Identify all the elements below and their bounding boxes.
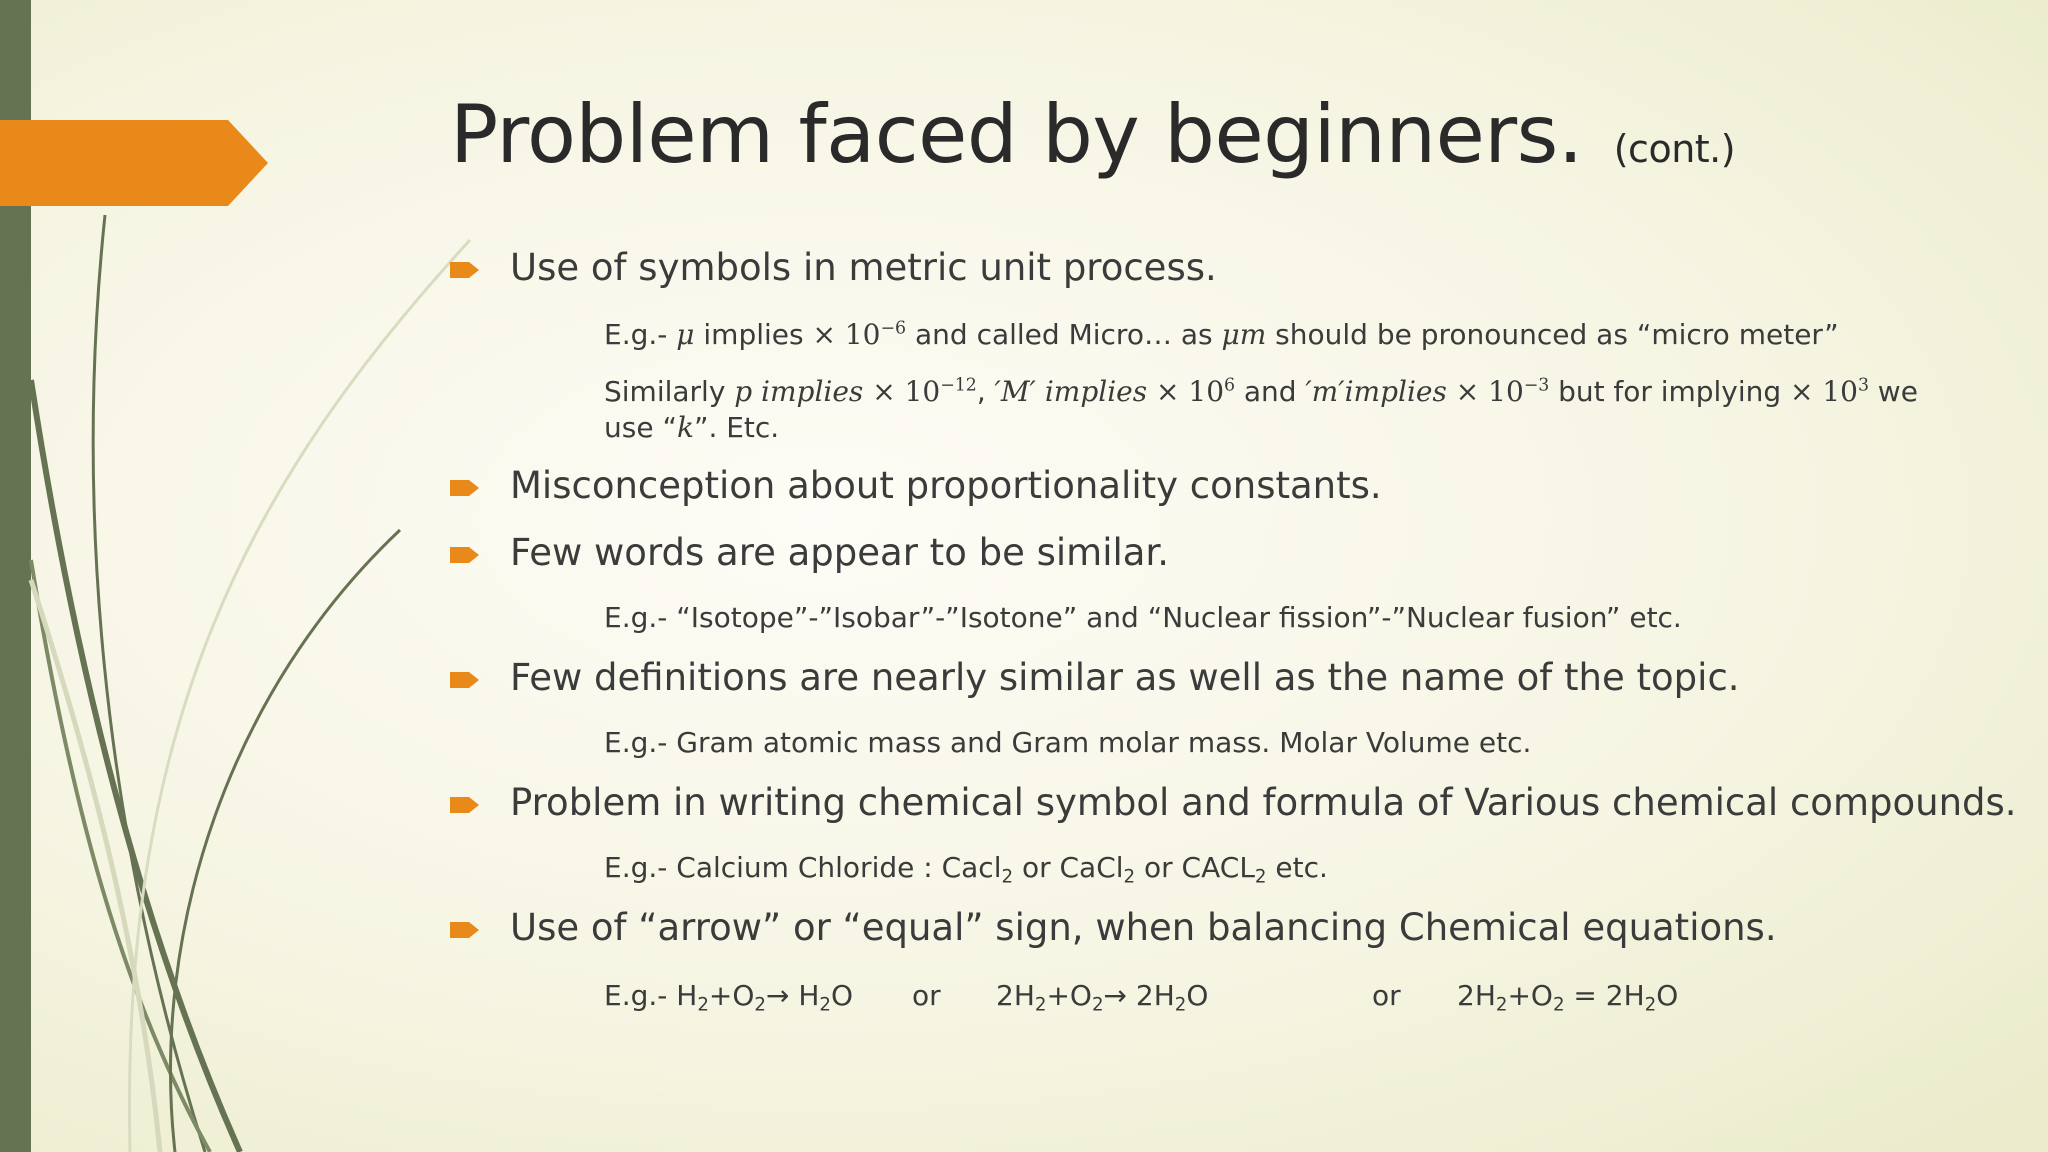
bullet-text: Use of “arrow” or “equal” sign, when balancing Chemical equations. — [510, 906, 1777, 949]
bullet-text: Use of symbols in metric unit process. — [510, 246, 1217, 289]
orange-arrow-tab — [0, 120, 270, 206]
bullet-item — [450, 781, 2017, 824]
bullet-item — [450, 464, 1382, 507]
bullet-item — [450, 906, 1777, 949]
bullet-item — [450, 531, 1169, 574]
arrow-bullet-icon — [450, 258, 480, 282]
slide-title — [450, 88, 1735, 181]
similarly-line: Similarly p implies × $10^{-12}$, ′M′ implies × $10^6$ and ′m′implies × $10^{-3}$ but for implying × $10^3$ we — [604, 375, 1918, 408]
bullet-text: Few words are appear to be similar. — [510, 531, 1170, 574]
equation-1: $H_2+O_2\to H_2O$ — [676, 979, 854, 1016]
slide-title-text: Problem faced by beginners. — [450, 88, 1583, 181]
bullet-text: Misconception about proportionality constants. — [510, 464, 1382, 507]
arrow-bullet-icon — [450, 476, 480, 500]
equation-2: $2H_2+O_2\to 2H_2O$ — [996, 979, 1209, 1016]
bullet-item — [450, 656, 1740, 699]
arrow-bullet-icon — [450, 793, 480, 817]
bullet-text: Problem in writing chemical symbol and formula of Various chemical compounds. — [510, 781, 2017, 824]
example-micro: E.g.- μ implies × $10^{-6}$ and called Micro… as μm should be pronounced as “micro meter” — [604, 318, 1839, 351]
similarly-line-2: use “k”. Etc. — [604, 411, 780, 444]
arrow-bullet-icon — [450, 543, 480, 567]
example-definitions: E.g.- Gram atomic mass and Gram molar mass. Molar Volume etc. — [604, 726, 1532, 759]
or-label: or — [1372, 979, 1401, 1012]
slide-title-suffix: (cont.) — [1613, 127, 1736, 171]
example-words: E.g.- “Isotope”-”Isobar”-”Isotone” and “Nuclear fission”-”Nuclear fusion” etc. — [604, 601, 1682, 634]
example-equations: E.g.- $H_2+O_2\to H_2O$ — [604, 979, 854, 1016]
or-label: or — [912, 979, 941, 1012]
example-similarly — [604, 374, 1918, 446]
equation-3: $2H_2+O_2 = 2H_2O$ — [1457, 979, 1679, 1016]
example-formula: E.g.- Calcium Chloride : Cacl$_2$ or CaCl$_2$ or $CACL_2$ etc. — [604, 851, 1328, 888]
bullet-item — [450, 246, 1217, 289]
arrow-bullet-icon — [450, 668, 480, 692]
bullet-text: Few definitions are nearly similar as well as the name of the topic. — [510, 656, 1740, 699]
arrow-bullet-icon — [450, 918, 480, 942]
